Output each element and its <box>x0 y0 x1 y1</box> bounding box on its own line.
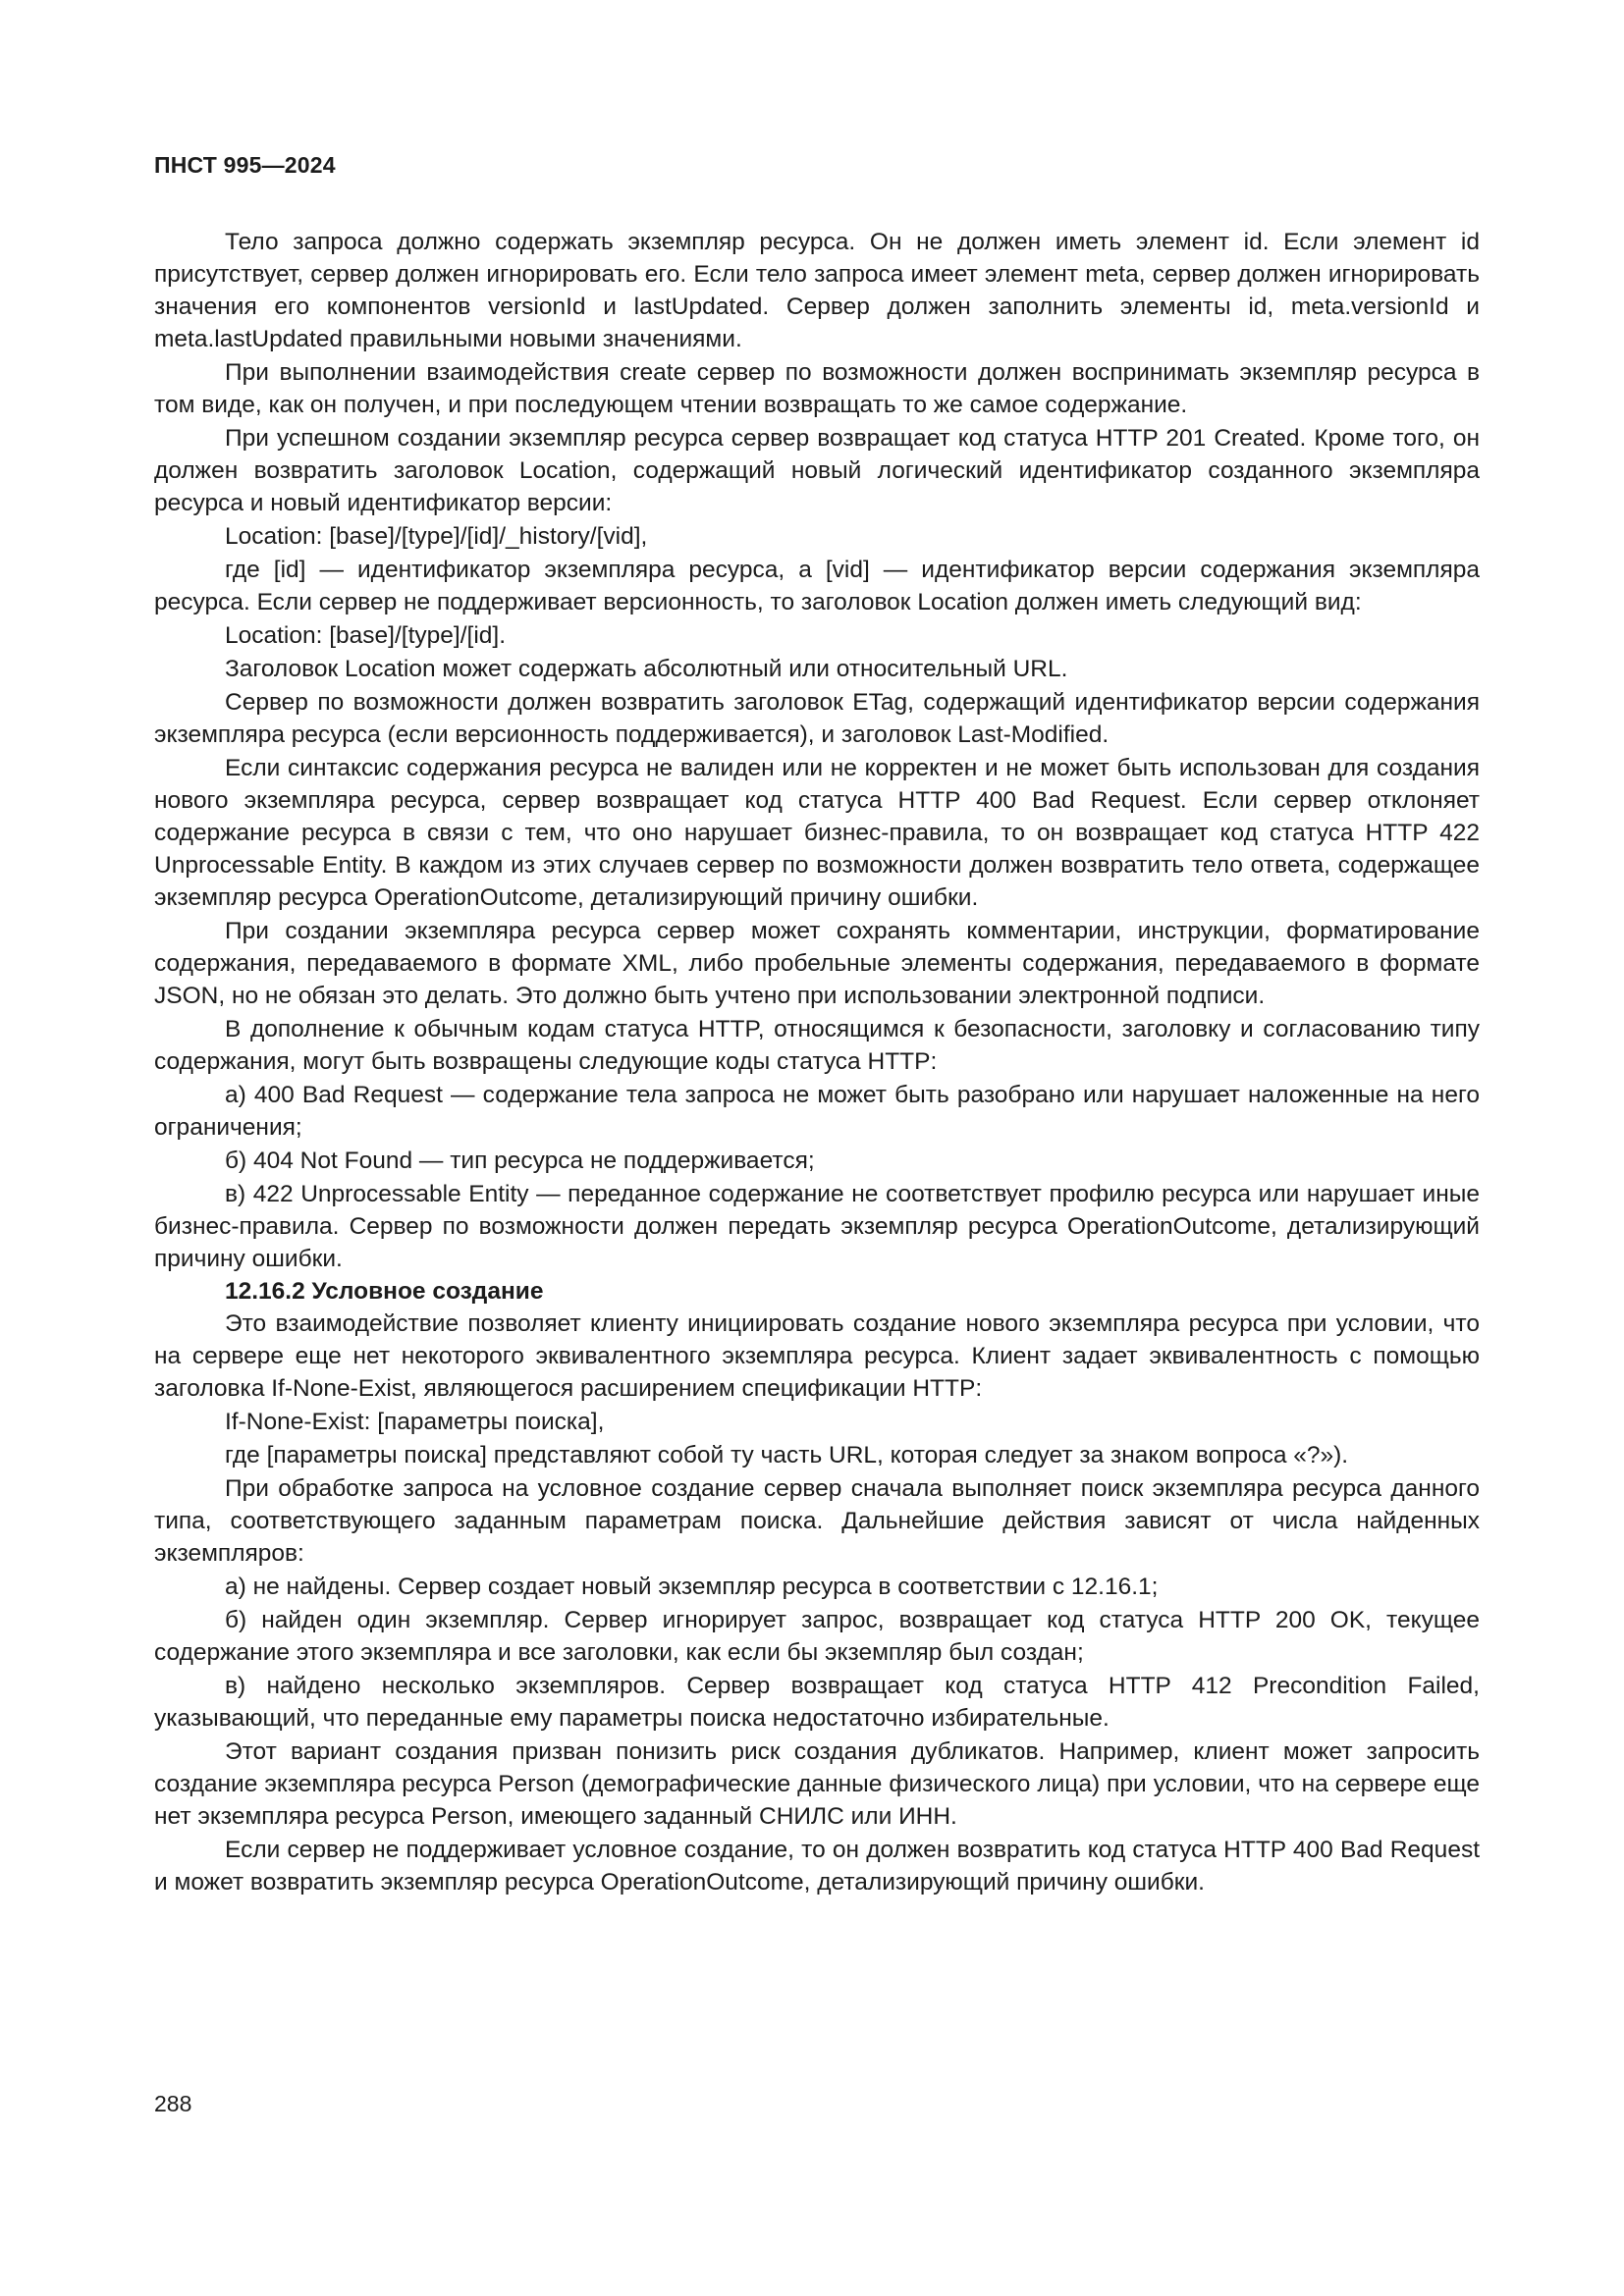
list-item: б) 404 Not Found — тип ресурса не поддерживается; <box>225 1148 815 1174</box>
document-body <box>154 226 1480 1898</box>
paragraph: Если синтаксис содержания ресурса не валиден или не корректен и не может быть использован для создания нового экземпляра ресурса, сервер возвращает код статуса HTTP 400 Bad Request. Если сервер отклоняет содержание ресурса в связи с тем, что оно нарушает бизнес-правила, то он возвращает код статуса HTTP 422 Unprocessable Entity. В каждом из этих случаев сервер по возможности должен возвратить тело ответа, содержащее экземпляр ресурса OperationOutcome, детализирующий причину ошибки. <box>154 755 1480 911</box>
paragraph: Тело запроса должно содержать экземпляр ресурса. Он не должен иметь элемент id. Если элемент id присутствует, сервер должен игнорировать его. Если тело запроса имеет элемент meta, сервер должен игнорировать значения его компонентов versionId и lastUpdated. Сервер должен заполнить элементы id, meta.versionId и meta.lastUpdated правильными новыми значениями. <box>154 229 1480 352</box>
paragraph: При успешном создании экземпляр ресурса сервер возвращает код статуса HTTP 201 Created. Кроме того, он должен возвратить заголовок Location, содержащий новый логический идентификатор созданного экземпляра ресурса и новый идентификатор версии: <box>154 425 1480 516</box>
paragraph: При выполнении взаимодействия create сервер по возможности должен воспринимать экземпляр ресурса в том виде, как он получен, и при последующем чтении возвращать то же самое содержание. <box>154 359 1480 418</box>
paragraph: При создании экземпляра ресурса сервер может сохранять комментарии, инструкции, форматирование содержания, передаваемого в формате XML, либо пробельные элементы содержания, передаваемого в формате JSON, но не обязан это делать. Это должно быть учтено при использовании электронной подписи. <box>154 918 1480 1009</box>
list-item: а) не найдены. Сервер создает новый экземпляр ресурса в соответствии с 12.16.1; <box>225 1574 1159 1600</box>
page-number: 288 <box>154 2091 192 2116</box>
document-header: ПНСТ 995—2024 <box>154 152 336 178</box>
list-item: в) 422 Unprocessable Entity — переданное содержание не соответствует профилю ресурса или нарушает иные бизнес-правила. Сервер по возможности должен передать экземпляр ресурса OperationOutcome, детализирующий причину ошибки. <box>154 1181 1480 1272</box>
paragraph: Этот вариант создания призван понизить риск создания дубликатов. Например, клиент может запросить создание экземпляра ресурса Person (демографические данные физического лица) при условии, что на сервере еще нет экземпляра ресурса Person, имеющего заданный СНИЛС или ИНН. <box>154 1738 1480 1830</box>
paragraph: Это взаимодействие позволяет клиенту инициировать создание нового экземпляра ресурса при условии, что на сервере еще нет некоторого эквивалентного экземпляра ресурса. Клиент задает эквивалентность с помощью заголовка If-None-Exist, являющегося расширением спецификации HTTP: <box>154 1310 1480 1402</box>
paragraph: Если сервер не поддерживает условное создание, то он должен возвратить код статуса HTTP 400 Bad Request и может возвратить экземпляр ресурса OperationOutcome, детализирующий причину ошибки. <box>154 1837 1480 1896</box>
list-item: в) найдено несколько экземпляров. Сервер возвращает код статуса HTTP 412 Precondition Failed, указывающий, что переданные ему параметры поиска недостаточно избирательные. <box>154 1673 1480 1732</box>
paragraph: где [параметры поиска] представляют собой ту часть URL, которая следует за знаком вопроса «?»). <box>225 1442 1349 1468</box>
list-item: а) 400 Bad Request — содержание тела запроса не может быть разобрано или нарушает наложенные на него ограничения; <box>154 1082 1480 1141</box>
code-line: Location: [base]/[type]/[id]/_history/[vid], <box>225 523 648 550</box>
list-item: б) найден один экземпляр. Сервер игнорирует запрос, возвращает код статуса HTTP 200 OK, текущее содержание этого экземпляра и все заголовки, как если бы экземпляр был создан; <box>154 1607 1480 1666</box>
paragraph: При обработке запроса на условное создание сервер сначала выполняет поиск экземпляра ресурса данного типа, соответствующего заданным параметрам поиска. Дальнейшие действия зависят от числа найденных экземпляров: <box>154 1475 1480 1567</box>
paragraph: Заголовок Location может содержать абсолютный или относительный URL. <box>225 656 1068 682</box>
section-heading: 12.16.2 Условное создание <box>225 1278 544 1305</box>
code-line: Location: [base]/[type]/[id]. <box>225 622 507 649</box>
code-line: If-None-Exist: [параметры поиска], <box>225 1409 605 1435</box>
paragraph: где [id] — идентификатор экземпляра ресурса, а [vid] — идентификатор версии содержания экземпляра ресурса. Если сервер не поддерживает версионность, то заголовок Location должен иметь следующий вид: <box>154 557 1480 615</box>
paragraph: Сервер по возможности должен возвратить заголовок ETag, содержащий идентификатор версии содержания экземпляра ресурса (если версионность поддерживается), и заголовок Last-Modified. <box>154 689 1480 748</box>
paragraph: В дополнение к обычным кодам статуса HTTP, относящимся к безопасности, заголовку и согласованию типу содержания, могут быть возвращены следующие коды статуса HTTP: <box>154 1016 1480 1075</box>
